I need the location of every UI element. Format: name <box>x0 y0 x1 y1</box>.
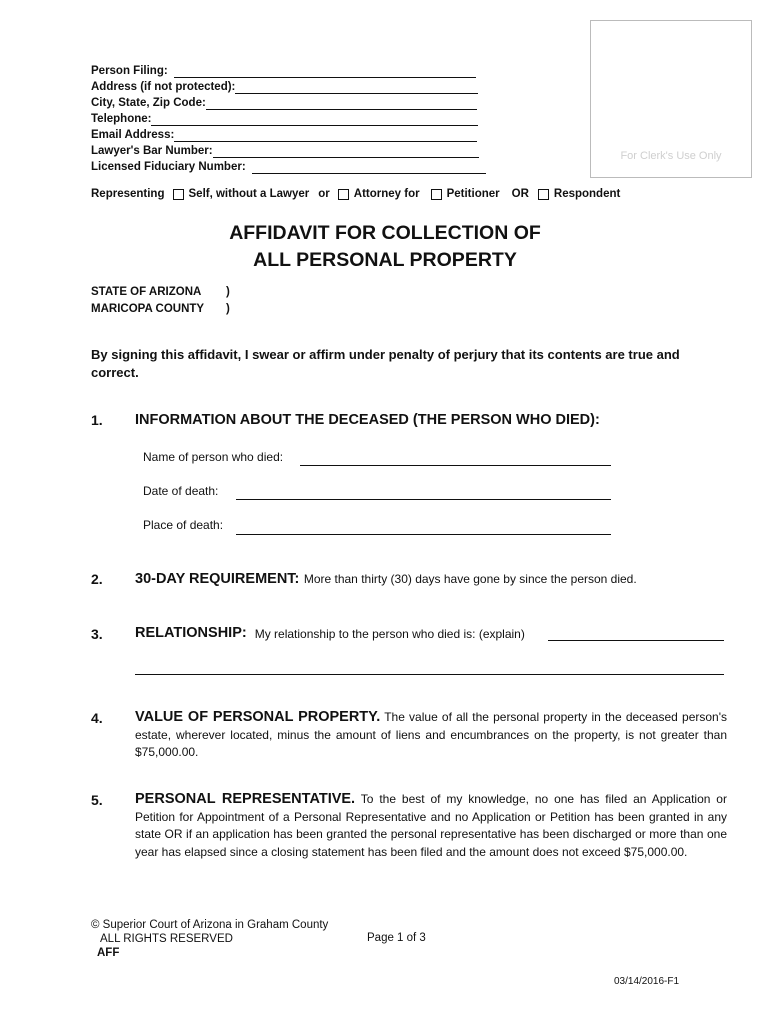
email-row <box>91 128 477 142</box>
self-checkbox[interactable] <box>173 189 184 200</box>
address-field[interactable] <box>235 81 478 94</box>
county-paren: ) <box>226 303 230 315</box>
petitioner-label: Petitioner <box>446 188 500 200</box>
respondent-label: Respondent <box>553 188 621 200</box>
person-filing-row <box>91 64 476 78</box>
telephone-label: Telephone: <box>91 113 152 125</box>
section-4-paragraph <box>135 709 727 762</box>
form-version: 03/14/2016-F1 <box>614 976 680 987</box>
section-4-heading: VALUE OF PERSONAL PROPERTY. <box>135 709 381 725</box>
attorney-checkbox[interactable] <box>338 189 349 200</box>
person-filing-field[interactable] <box>174 65 476 78</box>
fiduciary-number-label: Licensed Fiduciary Number: <box>91 161 246 173</box>
clerk-use-label: For Clerk's Use Only <box>620 150 722 162</box>
section-5-number: 5. <box>91 792 103 808</box>
section-2-line <box>135 570 637 588</box>
county-line <box>91 301 230 318</box>
copyright-text: © Superior Court of Arizona in Graham County <box>91 919 329 931</box>
email-label: Email Address: <box>91 129 175 141</box>
venue-block <box>91 284 230 318</box>
city-state-zip-label: City, State, Zip Code: <box>91 97 206 109</box>
bar-number-field[interactable] <box>213 145 479 158</box>
representing-row <box>91 186 620 202</box>
state-line <box>91 284 230 301</box>
address-row <box>91 80 478 94</box>
section-3-line <box>135 625 525 641</box>
deceased-name-field[interactable] <box>300 465 611 466</box>
state-label: STATE OF ARIZONA <box>91 286 202 298</box>
section-1-number: 1. <box>91 412 103 428</box>
telephone-row <box>91 112 478 126</box>
self-label: Self, without a Lawyer <box>188 188 310 200</box>
relationship-field[interactable] <box>548 640 724 641</box>
bar-number-row <box>91 144 479 158</box>
section-3-text: My relationship to the person who died is: (explain) <box>254 627 525 641</box>
footer-block <box>91 918 328 960</box>
telephone-field[interactable] <box>151 113 478 126</box>
rights-text: ALL RIGHTS RESERVED <box>100 933 233 945</box>
or-label: or <box>318 188 330 200</box>
fiduciary-number-row <box>91 160 486 174</box>
deceased-name-label: Name of person who died: <box>143 450 284 464</box>
attorney-label: Attorney for <box>353 188 420 200</box>
representing-label: Representing <box>91 188 165 200</box>
section-4-text: The value of all the personal property in the deceased person's estate, wherever located, minus the amount of liens and encumbrances on the property, is not greater than $75,000.00. <box>135 710 727 759</box>
document-title <box>0 220 770 274</box>
relationship-extra-field[interactable] <box>135 674 724 675</box>
section-3-heading: RELATIONSHIP: <box>135 625 247 641</box>
section-4-number: 4. <box>91 710 103 726</box>
section-2-heading: 30-DAY REQUIREMENT: <box>135 571 300 587</box>
city-state-zip-row <box>91 96 477 110</box>
section-2-number: 2. <box>91 571 103 587</box>
section-5-paragraph <box>135 791 727 861</box>
state-paren: ) <box>226 286 230 298</box>
title-line-1: AFFIDAVIT FOR COLLECTION OF <box>229 222 541 244</box>
or-upper-label: OR <box>511 188 529 200</box>
section-1-heading: INFORMATION ABOUT THE DECEASED (THE PERSON WHO DIED): <box>135 412 600 428</box>
address-label: Address (if not protected): <box>91 81 236 93</box>
page-number: Page 1 of 3 <box>367 932 426 944</box>
section-5-heading: PERSONAL REPRESENTATIVE. <box>135 791 356 807</box>
section-3-number: 3. <box>91 626 103 642</box>
place-of-death-field[interactable] <box>236 534 611 535</box>
date-of-death-field[interactable] <box>236 499 611 500</box>
section-5-text: To the best of my knowledge, no one has filed an Application or Petition for Appointment of a Personal Representative and no Application or Petition has been granted in any state OR if an application has been granted the personal representative has been discharged or more than one year has elapsed since a closing statement has been filed and the amount does not exceed $75,000.00. <box>135 792 727 859</box>
bar-number-label: Lawyer's Bar Number: <box>91 145 213 157</box>
title-line-2: ALL PERSONAL PROPERTY <box>253 249 517 271</box>
fiduciary-number-field[interactable] <box>252 161 486 174</box>
respondent-checkbox[interactable] <box>538 189 549 200</box>
city-state-zip-field[interactable] <box>206 97 477 110</box>
county-label: MARICOPA COUNTY <box>91 303 205 315</box>
person-filing-label: Person Filing: <box>91 65 168 77</box>
oath-statement: By signing this affidavit, I swear or affirm under penalty of perjury that its contents are true and correct. <box>91 347 680 380</box>
date-of-death-label: Date of death: <box>143 484 219 498</box>
section-2-text: More than thirty (30) days have gone by since the person died. <box>303 572 637 586</box>
petitioner-checkbox[interactable] <box>431 189 442 200</box>
place-of-death-label: Place of death: <box>143 518 224 532</box>
form-code: AFF <box>97 947 120 959</box>
email-field[interactable] <box>174 129 477 142</box>
